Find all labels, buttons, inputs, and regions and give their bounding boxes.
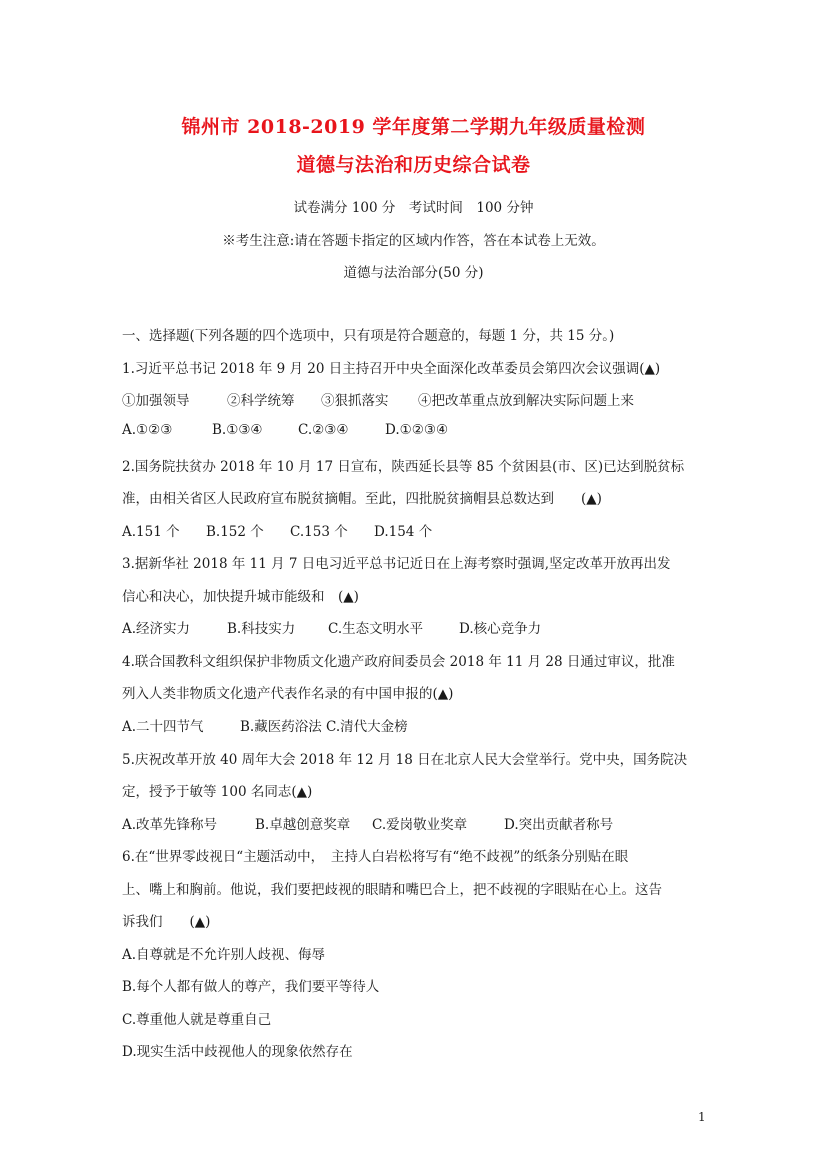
- item: ④把改革重点放到解决实际问题上来: [418, 393, 634, 409]
- option: A.二十四节气: [122, 719, 204, 735]
- option: D.①②③④: [385, 422, 449, 438]
- section-title: 道德与法治部分(50 分): [343, 265, 484, 281]
- question-1-options: [122, 422, 448, 438]
- option: B.科技实力: [227, 621, 296, 637]
- question-6-option: A.自尊就是不允许别人歧视、侮辱: [122, 947, 326, 963]
- option: B.卓越创意奖章: [255, 817, 351, 833]
- question-5-stem: 5.庆祝改革开放 40 周年大会 2018 年 12 月 18 日在北京人民大会堂举行。党中央，国务院决: [122, 752, 688, 768]
- option: C.爱岗敬业奖章: [372, 817, 468, 833]
- question-2-stem: 2.国务院扶贫办 2018 年 10 月 17 日宣布，陕西延长县等 85 个贫困县(市、区)已达到脱贫标: [122, 459, 685, 475]
- question-1-stem: 1.习近平总书记 2018 年 9 月 20 日主持召开中央全面深化改革委员会第四次会议强调(▲): [122, 361, 661, 377]
- option: D.核心竞争力: [459, 621, 542, 637]
- question-4-options: [122, 715, 447, 735]
- page-number: 1: [698, 1110, 706, 1124]
- question-6-stem: 诉我们 (▲): [122, 914, 211, 930]
- question-1-items: [122, 389, 634, 409]
- option: C.②③④: [298, 422, 349, 438]
- question-6-option: D.现实生活中歧视他人的现象依然存在: [122, 1044, 353, 1060]
- question-6-stem: 6.在“世界零歧视日“主题活动中， 主持人白岩松将写有“绝不歧视”的纸条分别贴在眼: [122, 849, 629, 865]
- exam-info: 试卷满分 100 分 考试时间 100 分钟: [293, 200, 534, 216]
- question-2-options: [122, 520, 432, 540]
- option: C.生态文明水平: [328, 621, 424, 637]
- part-heading: 一、选择题(下列各题的四个选项中，只有项是符合题意的，每题 1 分，共 15 分。): [122, 328, 615, 344]
- option: A.改革先锋称号: [122, 817, 218, 833]
- question-3-stem: 信心和决心，加快提升城市能级和 (▲): [122, 589, 359, 605]
- item: ③狠抓落实: [321, 393, 389, 409]
- exam-title: 锦州市 2018-2019 学年度第二学期九年级质量检测: [181, 116, 646, 138]
- item: ②科学统筹: [227, 393, 295, 409]
- question-4-stem: 列入人类非物质文化遗产代表作名录的有中国申报的(▲): [122, 686, 454, 702]
- exam-subtitle: 道德与法治和历史综合试卷: [296, 154, 531, 176]
- option: A.151 个: [122, 524, 180, 540]
- item: ①加强领导: [122, 393, 190, 409]
- question-6-stem: 上、嘴上和胸前。他说，我们要把歧视的眼睛和嘴巴合上，把不歧视的字眼贴在心上。这告: [122, 882, 662, 898]
- option: B.藏医药浴法 C.清代大金榜: [240, 719, 408, 735]
- option: A.经济实力: [122, 621, 191, 637]
- exam-notice: ※考生注意:请在答题卡指定的区域内作答，答在本试卷上无效。: [222, 233, 605, 249]
- option: B.①③④: [212, 422, 263, 438]
- question-3-options: [122, 617, 541, 637]
- question-5-stem: 定，授予于敏等 100 名同志(▲): [122, 784, 313, 800]
- option: B.152 个: [206, 524, 264, 540]
- question-6-option: B.每个人都有做人的尊产，我们要平等待人: [122, 979, 380, 995]
- option: C.153 个: [290, 524, 348, 540]
- question-4-stem: 4.联合国教科文组织保护非物质文化遗产政府间委员会 2018 年 11 月 28 日通过审议，批准: [122, 654, 675, 670]
- question-5-options: [122, 813, 613, 833]
- option: D.154 个: [374, 524, 433, 540]
- question-2-stem: 准，由相关省区人民政府宣布脱贫摘帽。至此，四批脱贫摘帽县总数达到 (▲): [122, 491, 602, 507]
- option: D.突出贡献者称号: [504, 817, 614, 833]
- question-3-stem: 3.据新华社 2018 年 11 月 7 日电习近平总书记近日在上海考察时强调,坚定改革开放再出发: [122, 556, 671, 572]
- option: A.①②③: [122, 422, 173, 438]
- question-6-option: C.尊重他人就是尊重自己: [122, 1012, 272, 1028]
